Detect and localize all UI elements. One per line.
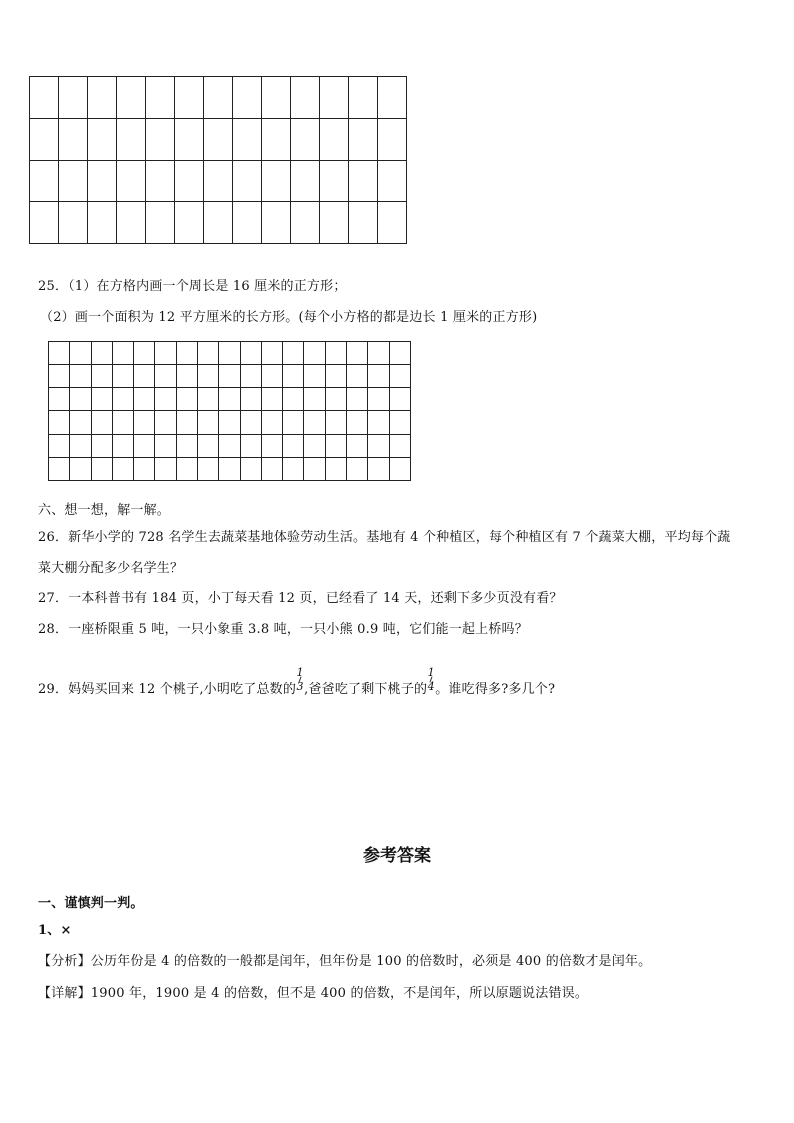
grid-cell <box>304 434 325 457</box>
grid-cell <box>204 202 233 244</box>
grid-cell <box>146 118 175 160</box>
grid-cell <box>70 365 91 388</box>
grid-cell <box>175 118 204 160</box>
grid-cell <box>240 342 261 365</box>
grid-cell <box>88 77 117 119</box>
grid-cell <box>219 457 240 480</box>
grid-cell <box>219 365 240 388</box>
grid-cell <box>346 342 367 365</box>
grid-cell <box>346 388 367 411</box>
grid-cell <box>349 160 378 202</box>
grid-cell <box>378 118 407 160</box>
grid-cell <box>176 342 197 365</box>
grid-row <box>30 160 407 202</box>
q29-text-b: ,爸爸吃了剩下桃子的 <box>304 682 428 697</box>
grid-cell <box>175 202 204 244</box>
grid-cell <box>325 342 346 365</box>
grid-cell <box>389 342 411 365</box>
grid-cell <box>155 365 176 388</box>
grid-cell <box>261 457 282 480</box>
grid-cell <box>389 411 411 434</box>
grid-cell <box>117 118 146 160</box>
q29-text <box>38 666 556 697</box>
grid-row <box>30 77 407 119</box>
grid-cell <box>368 388 389 411</box>
grid-cell <box>283 434 304 457</box>
grid-cell <box>176 411 197 434</box>
answers-detail: 【详解】1900 年，1900 是 4 的倍数，但不是 400 的倍数，不是闰年，所以原题说法错误。 <box>38 986 589 1001</box>
grid-cell <box>146 77 175 119</box>
grid-cell <box>88 160 117 202</box>
grid-cell <box>368 434 389 457</box>
grid-cell <box>389 388 411 411</box>
grid-cell <box>368 411 389 434</box>
grid-cell <box>368 342 389 365</box>
grid-cell <box>49 457 70 480</box>
frac1-numerator: 1 <box>296 666 304 679</box>
grid-cell <box>176 365 197 388</box>
grid-cell <box>30 118 59 160</box>
grid-cell <box>346 365 367 388</box>
grid-cell <box>176 388 197 411</box>
grid-cell <box>346 457 367 480</box>
grid-cell <box>49 388 70 411</box>
grid-cell <box>325 457 346 480</box>
grid-cell <box>240 388 261 411</box>
grid-cell <box>261 388 282 411</box>
q26-line1: 26．新华小学的 728 名学生去蔬菜基地体验劳动生活。基地有 4 个种植区，每个种植区有 7 个蔬菜大棚，平均每个蔬 <box>38 530 731 545</box>
grid-cell <box>291 160 320 202</box>
answers-title: 参考答案 <box>363 846 431 866</box>
grid-cell <box>134 388 155 411</box>
grid-cell <box>389 365 411 388</box>
grid-cell <box>197 342 218 365</box>
q25-part2: （2）画一个面积为 12 平方厘米的长方形。(每个小方格的都是边长 1 厘米的正方形) <box>40 310 538 325</box>
grid-cell <box>304 342 325 365</box>
grid-cell <box>112 388 133 411</box>
grid-cell <box>349 77 378 119</box>
grid-row <box>30 202 407 244</box>
grid-cell <box>197 411 218 434</box>
grid-cell <box>112 365 133 388</box>
grid-cell <box>304 457 325 480</box>
grid-cell <box>30 160 59 202</box>
grid-cell <box>176 457 197 480</box>
grid-cell <box>30 202 59 244</box>
grid-cell <box>155 342 176 365</box>
answers-item1: 1、× <box>38 923 72 938</box>
grid-cell <box>197 434 218 457</box>
grid-cell <box>155 411 176 434</box>
grid-cell <box>204 118 233 160</box>
q27-text: 27．一本科普书有 184 页，小丁每天看 12 页，已经看了 14 天，还剩下多少页没有看？ <box>38 591 563 606</box>
grid-cell <box>240 434 261 457</box>
grid-cell <box>304 411 325 434</box>
grid-cell <box>389 457 411 480</box>
grid-cell <box>261 365 282 388</box>
grid-cell <box>49 365 70 388</box>
grid-cell <box>146 160 175 202</box>
grid-cell <box>134 342 155 365</box>
grid-cell <box>320 77 349 119</box>
frac1-denominator: 3 <box>296 680 304 693</box>
grid-cell <box>368 457 389 480</box>
grid-cell <box>325 365 346 388</box>
grid-cell <box>262 118 291 160</box>
grid-cell <box>378 77 407 119</box>
frac2-denominator: 4 <box>427 680 435 693</box>
grid-cell <box>219 411 240 434</box>
q28-text: 28．一座桥限重 5 吨，一只小象重 3.8 吨，一只小熊 0.9 吨，它们能一起上桥吗？ <box>38 622 528 637</box>
grid-cell <box>112 411 133 434</box>
grid-cell <box>91 365 112 388</box>
grid-row <box>49 411 411 434</box>
grid-row <box>49 388 411 411</box>
grid-cell <box>117 160 146 202</box>
grid-top <box>29 76 407 244</box>
grid-cell <box>219 388 240 411</box>
grid-cell <box>49 434 70 457</box>
grid-cell <box>70 434 91 457</box>
grid-cell <box>70 388 91 411</box>
grid-cell <box>197 388 218 411</box>
grid-cell <box>197 457 218 480</box>
grid-cell <box>175 77 204 119</box>
grid-row <box>49 457 411 480</box>
grid-cell <box>155 457 176 480</box>
grid-cell <box>320 118 349 160</box>
grid-cell <box>176 434 197 457</box>
grid-cell <box>117 77 146 119</box>
grid-cell <box>155 388 176 411</box>
grid-cell <box>346 434 367 457</box>
section6-heading: 六、想一想，解一解。 <box>38 503 171 518</box>
grid-cell <box>240 457 261 480</box>
grid-cell <box>59 202 88 244</box>
grid-cell <box>346 411 367 434</box>
grid-cell <box>262 77 291 119</box>
grid-cell <box>349 202 378 244</box>
grid-cell <box>262 160 291 202</box>
grid-cell <box>261 411 282 434</box>
grid-cell <box>88 118 117 160</box>
grid-cell <box>233 77 262 119</box>
grid-cell <box>112 434 133 457</box>
grid-cell <box>88 202 117 244</box>
grid-cell <box>378 202 407 244</box>
grid-cell <box>240 365 261 388</box>
grid-cell <box>325 388 346 411</box>
grid-cell <box>112 342 133 365</box>
grid-cell <box>91 457 112 480</box>
grid-cell <box>349 118 378 160</box>
grid-cell <box>91 434 112 457</box>
answers-title-wrap <box>0 841 794 866</box>
grid-cell <box>233 202 262 244</box>
grid-cell <box>70 411 91 434</box>
grid-cell <box>70 457 91 480</box>
grid-cell <box>59 118 88 160</box>
grid-row <box>49 342 411 365</box>
grid-cell <box>325 434 346 457</box>
grid-cell <box>261 434 282 457</box>
grid-cell <box>146 202 175 244</box>
grid-cell <box>134 411 155 434</box>
grid-cell <box>91 411 112 434</box>
grid-cell <box>261 342 282 365</box>
grid-cell <box>283 411 304 434</box>
grid-row <box>49 434 411 457</box>
grid-row <box>30 118 407 160</box>
grid-cell <box>112 457 133 480</box>
grid-cell <box>291 77 320 119</box>
grid-cell <box>320 160 349 202</box>
grid-cell <box>283 365 304 388</box>
grid-q25 <box>48 341 411 481</box>
grid-cell <box>117 202 146 244</box>
grid-cell <box>155 434 176 457</box>
grid-cell <box>304 365 325 388</box>
grid-cell <box>233 118 262 160</box>
grid-cell <box>240 411 261 434</box>
grid-cell <box>134 434 155 457</box>
grid-cell <box>59 77 88 119</box>
grid-cell <box>283 342 304 365</box>
q26-line2: 菜大棚分配多少名学生？ <box>38 561 184 576</box>
grid-cell <box>283 388 304 411</box>
grid-cell <box>291 202 320 244</box>
grid-cell <box>325 411 346 434</box>
grid-cell <box>91 388 112 411</box>
grid-cell <box>219 434 240 457</box>
q29-text-a: 29．妈妈买回来 12 个桃子,小明吃了总数的 <box>38 682 297 697</box>
grid-cell <box>291 118 320 160</box>
q29-text-c: 。谁吃得多?多几个? <box>435 682 556 697</box>
grid-cell <box>368 365 389 388</box>
grid-cell <box>197 365 218 388</box>
grid-cell <box>49 342 70 365</box>
frac2-numerator: 1 <box>427 666 435 679</box>
grid-cell <box>59 160 88 202</box>
grid-cell <box>283 457 304 480</box>
grid-cell <box>70 342 91 365</box>
grid-cell <box>204 77 233 119</box>
answers-analysis: 【分析】公历年份是 4 的倍数的一般都是闰年，但年份是 100 的倍数时，必须是 400 的倍数才是闰年。 <box>38 954 652 969</box>
grid-cell <box>389 434 411 457</box>
answers-section1: 一、谨慎判一判。 <box>38 896 144 911</box>
grid-cell <box>134 457 155 480</box>
q25-part1: 25．（1）在方格内画一个周长是 16 厘米的正方形； <box>38 279 347 294</box>
grid-cell <box>30 77 59 119</box>
grid-cell <box>320 202 349 244</box>
grid-cell <box>204 160 233 202</box>
grid-cell <box>49 411 70 434</box>
grid-cell <box>262 202 291 244</box>
grid-cell <box>91 342 112 365</box>
grid-cell <box>378 160 407 202</box>
grid-row <box>49 365 411 388</box>
grid-cell <box>175 160 204 202</box>
grid-cell <box>219 342 240 365</box>
grid-cell <box>233 160 262 202</box>
grid-cell <box>304 388 325 411</box>
grid-cell <box>134 365 155 388</box>
